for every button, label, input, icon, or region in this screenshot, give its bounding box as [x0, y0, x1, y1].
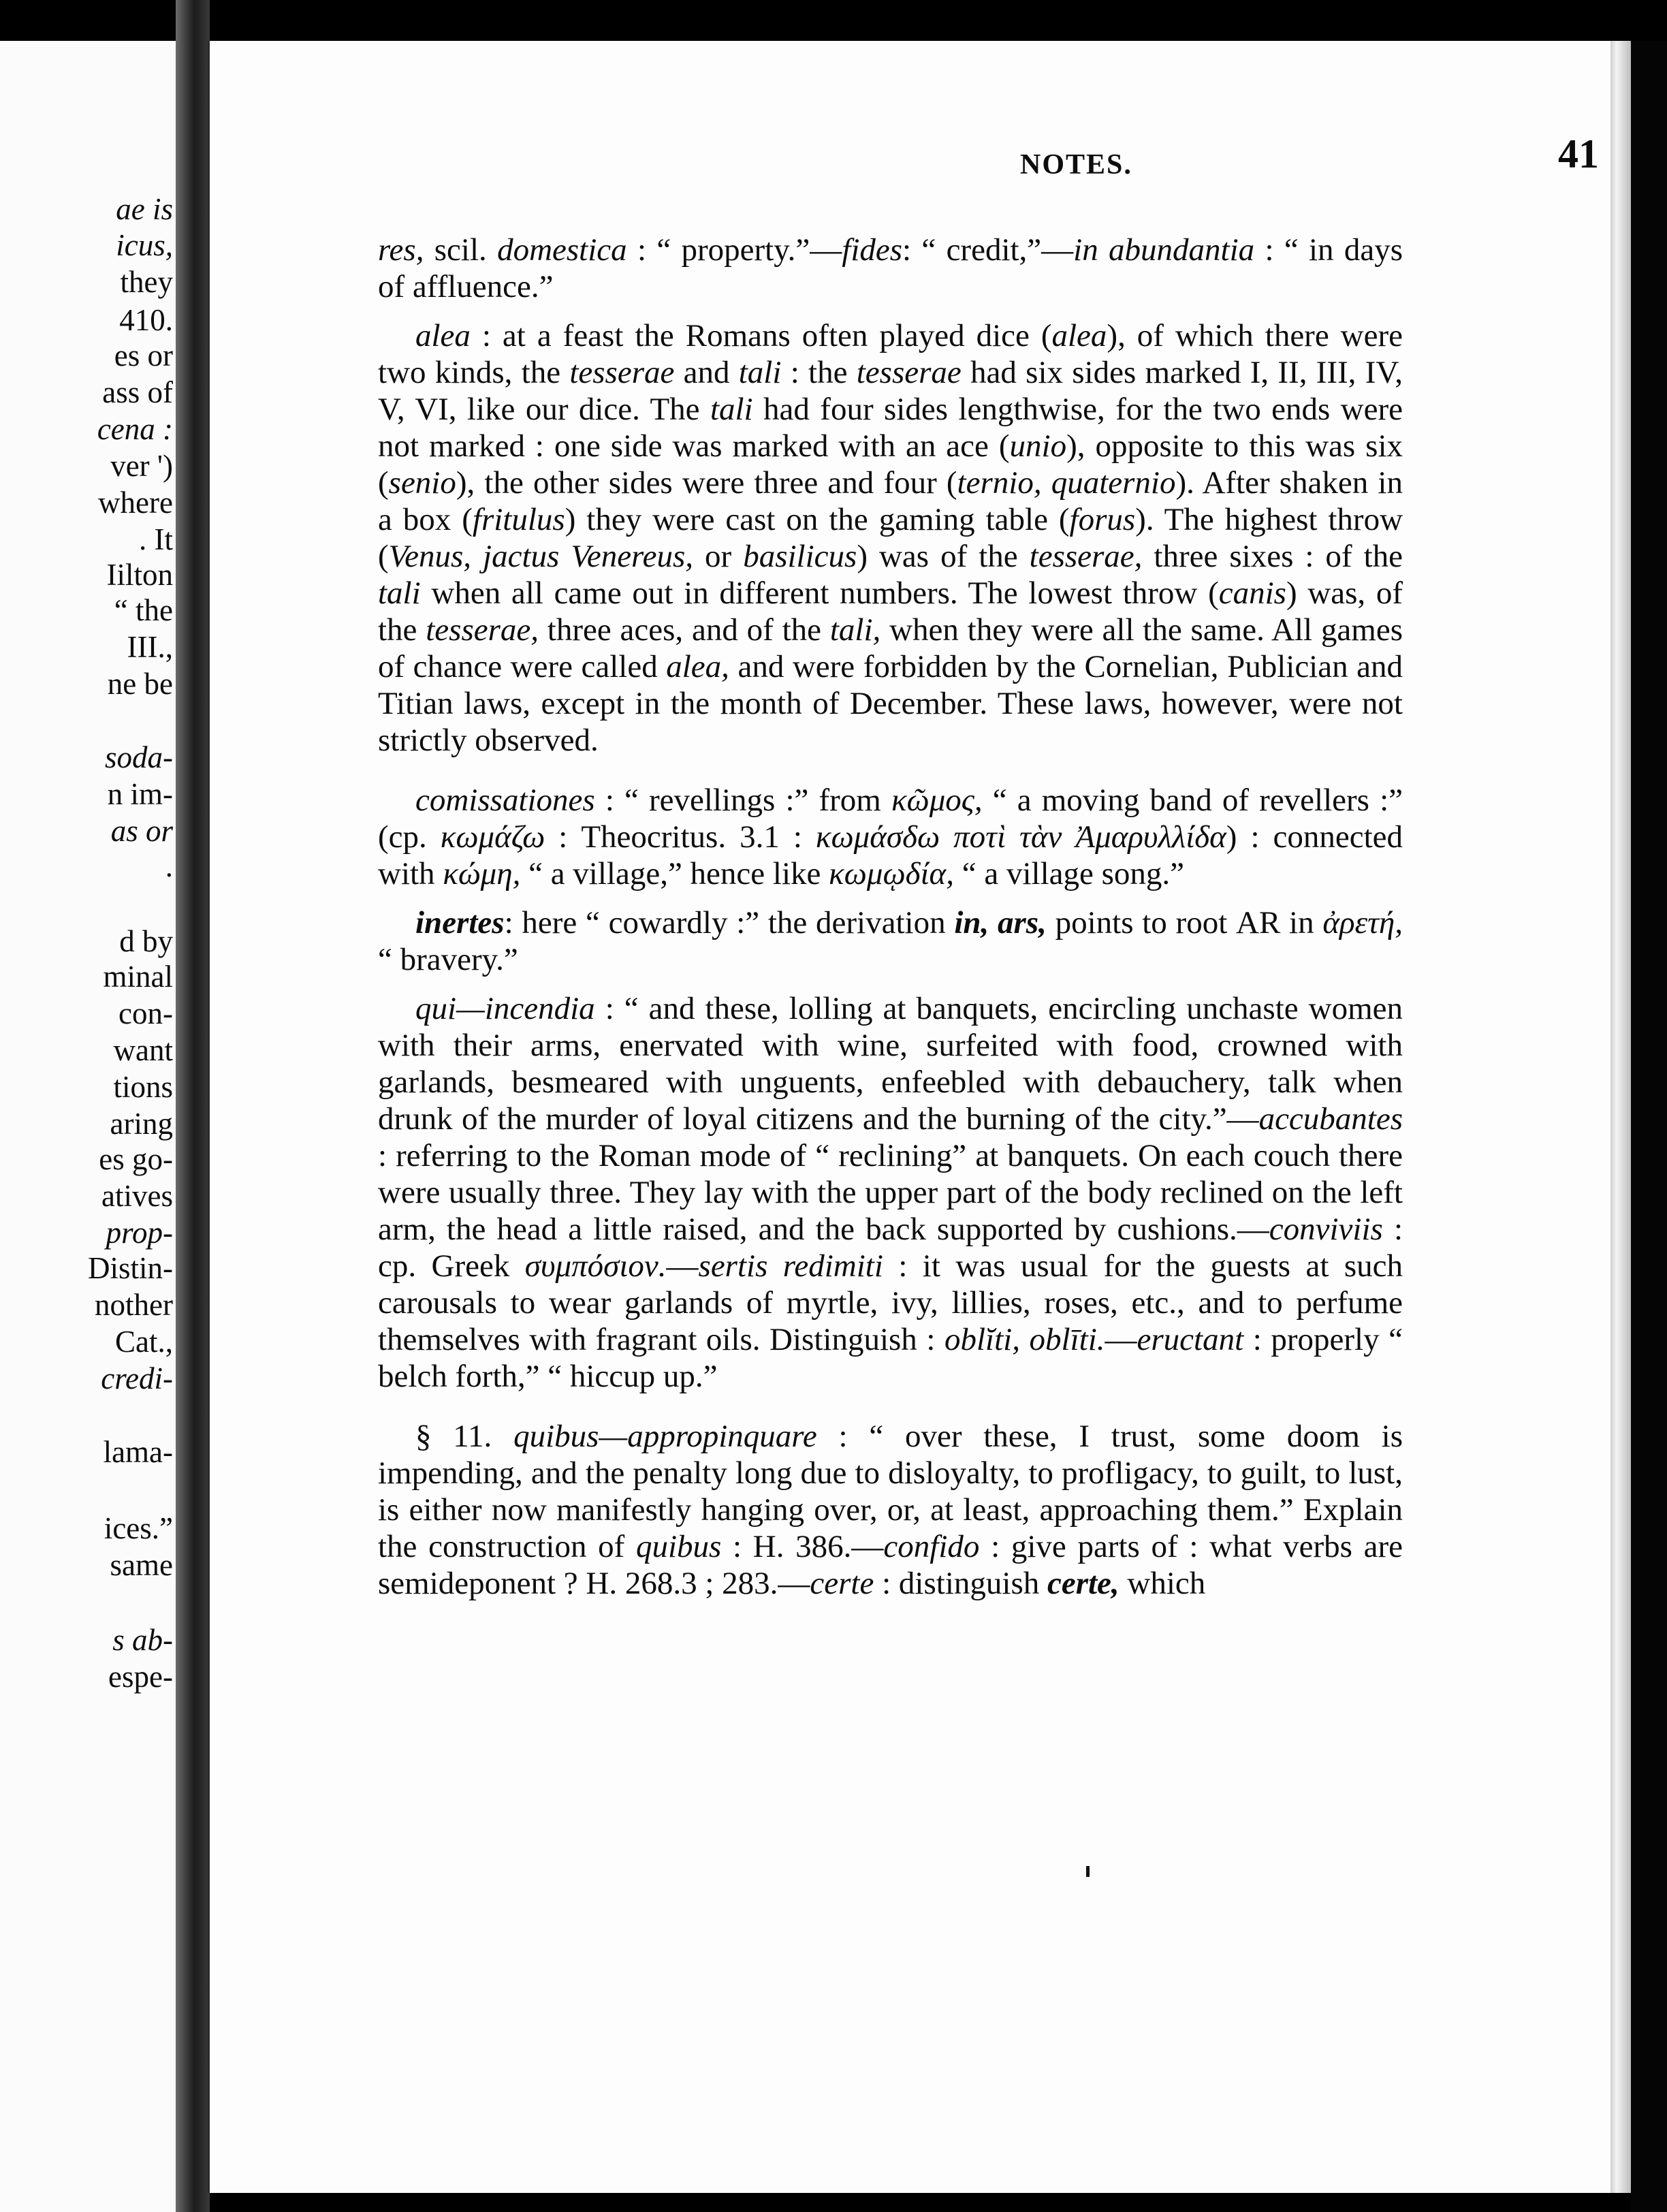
note-res — [378, 232, 1403, 305]
text: : properly “ belch forth,” “ hiccup up.” — [378, 1322, 1403, 1394]
left-page-line: . — [165, 849, 173, 883]
left-page-fragment — [0, 41, 178, 2212]
left-page-line: tions — [113, 1070, 173, 1104]
left-page-line: n im- — [107, 777, 173, 811]
left-page-line: Iilton — [106, 558, 173, 592]
text: ). After shaken in a box ( — [378, 465, 1403, 537]
text: ), opposite to this was six ( — [378, 428, 1403, 501]
left-page-line: s ab- — [112, 1623, 173, 1657]
page-shadow — [1631, 41, 1667, 2212]
left-page-line: atives — [101, 1179, 173, 1213]
lemma: qui—incendia — [415, 991, 595, 1026]
left-page-line: prop- — [106, 1216, 173, 1250]
note-section-11 — [378, 1418, 1403, 1602]
left-page-line: want — [113, 1033, 173, 1067]
text: “ a village song.” — [953, 856, 1185, 891]
text: or — [693, 539, 744, 574]
left-page-line: ne be — [107, 667, 173, 701]
text: “ a village,” hence like — [520, 856, 829, 891]
left-page-line: . It — [139, 522, 173, 556]
term: senio — [388, 465, 456, 501]
lemma: quibus — [635, 1529, 722, 1564]
text: : “ revellings :” from — [594, 783, 891, 818]
term: forus — [1069, 502, 1136, 537]
note-alea — [378, 317, 1403, 759]
term: ternio, quaternio — [957, 465, 1176, 501]
left-page-line: Distin- — [87, 1251, 173, 1285]
left-page-line: “ the — [114, 593, 173, 627]
lemma: domestica — [497, 232, 627, 268]
page-number: 41 — [1558, 131, 1599, 176]
text: when all came out in different numbers. The lowest throw ( — [420, 575, 1219, 611]
term: canis — [1218, 575, 1286, 611]
greek-term: κωμάσδω ποτὶ τὰν Ἀμαρυλλίδα — [815, 819, 1226, 855]
left-page-line: icus, — [116, 228, 173, 262]
text: : “ property.”— — [626, 232, 842, 268]
term: tesserae, — [426, 612, 539, 648]
left-page-line: espe- — [108, 1660, 173, 1694]
lemma: accubantes — [1258, 1101, 1403, 1137]
term: tesserae — [569, 355, 675, 390]
greek-term: κωμῳδία, — [829, 856, 954, 891]
note-qui-incendia — [378, 990, 1403, 1395]
left-page-line: ver ') — [110, 449, 173, 483]
left-page-line: cena : — [97, 412, 173, 446]
term: fritulus — [472, 502, 565, 537]
term: tesserae — [856, 355, 962, 390]
term: tali — [738, 355, 782, 390]
text: : here “ cowardly :” the derivation — [504, 905, 955, 941]
text: in — [1280, 905, 1323, 941]
section-mark: § 11. — [415, 1419, 514, 1454]
lemma: sertis redimiti — [698, 1248, 883, 1284]
greek-term: κωμάζω — [440, 819, 545, 855]
text: ) was of the — [857, 539, 1030, 574]
lemma: res, — [378, 232, 424, 268]
ink-mark — [1086, 1866, 1090, 1877]
term: certe, — [1047, 1566, 1120, 1601]
left-page-line: where — [98, 486, 173, 520]
text: ) they were cast on the gaming table ( — [565, 502, 1070, 537]
text: which — [1119, 1566, 1206, 1601]
left-page-line: lama- — [103, 1435, 173, 1469]
term: oblĭti, oblīti. — [944, 1322, 1105, 1357]
greek-term: ἀρετή, — [1322, 905, 1403, 941]
book-spine — [176, 0, 210, 2212]
left-page-line: ass of — [102, 375, 173, 409]
term: in, ars, — [954, 905, 1047, 941]
text: “ bravery.” — [378, 942, 518, 977]
term: tali — [378, 575, 421, 611]
text: — — [666, 1248, 699, 1284]
term: alea, — [666, 649, 729, 684]
left-page-line: d by — [119, 924, 173, 958]
text: : give parts of : what verbs are semideponent ? H. 268.3 ; 283.— — [378, 1529, 1403, 1601]
left-page-line: ices.” — [104, 1511, 173, 1545]
lemma: inertes — [415, 905, 505, 941]
text: : referring to the Roman mode of “ reclining” at banquets. On each couch there were usually three. They lay with the upper part of the body reclined on the left arm, the head a little raised, and the back supported by cushions.— — [378, 1138, 1403, 1247]
text: : it was usual for the guests at such carousals to wear garlands of myrtle, ivy, lillies, roses, etc., and to perfume themselves with fragrant oils. Distinguish : — [378, 1248, 1403, 1357]
text: and — [674, 355, 739, 390]
notes-body — [378, 232, 1403, 1614]
left-page-line: aring — [110, 1107, 173, 1141]
greek-term: κώμη, — [443, 856, 521, 891]
text: had four sides lengthwise, for the two ends were not marked : one side was marked with an ace ( — [378, 392, 1403, 464]
lemma: eructant — [1137, 1322, 1244, 1357]
text: three aces, and of the — [539, 612, 830, 648]
lemma: quibus—appropinquare — [513, 1419, 817, 1454]
text: had six sides marked I, II, III, IV, V, VI, like our dice. The — [378, 355, 1403, 427]
text: : the — [781, 355, 857, 390]
term: tali, — [829, 612, 881, 648]
lemma: confido — [883, 1529, 980, 1564]
text: : Theocritus. 3.1 : — [545, 819, 816, 855]
left-page-line: nother — [95, 1288, 173, 1322]
lemma: comissationes — [415, 783, 595, 818]
left-page-line: 410. — [119, 303, 173, 337]
note-inertes — [378, 904, 1403, 978]
note-comissationes — [378, 782, 1403, 892]
term: unio — [1009, 428, 1067, 464]
left-page-line: soda- — [105, 740, 173, 774]
text: : “ over these, I trust, some doom is impending, and the penalty long due to disloyalty, to profligacy, to guilt, to lust, is either now manifestly hanging over, or, at least, approaching them.” Explain the construction of — [378, 1419, 1403, 1564]
running-head: NOTES. — [1020, 149, 1132, 180]
left-page-line: minal — [103, 960, 173, 994]
text: ) was, of the — [378, 575, 1403, 648]
left-page-line: credi- — [101, 1361, 173, 1395]
lemma: in abundantia — [1073, 232, 1255, 268]
lemma: alea — [415, 318, 471, 353]
left-page-line: Cat., — [115, 1325, 173, 1359]
term: tesserae, — [1029, 539, 1143, 574]
text: scil. — [424, 232, 498, 268]
lemma: fides — [842, 232, 903, 268]
text: ). The highest throw ( — [378, 502, 1403, 574]
left-page-line: same — [110, 1548, 173, 1582]
text: : distinguish — [874, 1566, 1047, 1601]
text: ) : connected with — [378, 819, 1403, 891]
text: points to root — [1046, 905, 1237, 941]
page-edge — [1610, 41, 1631, 2193]
left-page-line: es or — [114, 338, 173, 373]
left-page-line: as or — [110, 814, 173, 848]
left-page-line: es go- — [99, 1142, 173, 1176]
text: three sixes : of the — [1142, 539, 1403, 574]
term: Venus, jactus Venereus, — [388, 539, 694, 574]
left-page-line: they — [120, 265, 173, 299]
lemma: conviviis — [1269, 1212, 1383, 1247]
greek-term: συμπόσιον. — [524, 1248, 667, 1284]
term: basilicus — [743, 539, 857, 574]
text: : cp. Greek — [378, 1212, 1403, 1284]
text: ), the other sides were three and four ( — [456, 465, 957, 501]
text: when they were all the same. All games of chance were called — [378, 612, 1403, 684]
left-page-line: III., — [127, 630, 173, 664]
text: : “ in days of affluence.” — [378, 232, 1403, 304]
root: AR — [1236, 905, 1281, 941]
text: : “ and these, lolling at banquets, encircling unchaste women with their arms, enervated with wine, surfeited with food, crowned with garlands, besmeared with unguents, enfeebled with debauchery, talk when drunk of the murder of loyal citizens and the burning of the city.”— — [378, 991, 1403, 1137]
greek-term: κῶμος, — [891, 783, 983, 818]
text: and were forbidden by the Cornelian, Publician and Titian laws, except in the month of December. These laws, however, were not strictly observed. — [378, 649, 1403, 758]
term: tali — [710, 392, 753, 427]
text: : H. 386.— — [721, 1529, 884, 1564]
text: : “ credit,”— — [902, 232, 1074, 268]
lemma: certe — [810, 1566, 874, 1601]
text: ), of which there were two kinds, the — [378, 318, 1403, 390]
text: “ a moving band of revellers :” (cp. — [378, 783, 1403, 855]
left-page-line: con- — [118, 996, 173, 1030]
text: : at a feast the Romans often played dice ( — [470, 318, 1052, 353]
left-page-line: ae is — [116, 192, 173, 226]
text: — — [1105, 1322, 1137, 1357]
term: alea — [1051, 318, 1107, 353]
